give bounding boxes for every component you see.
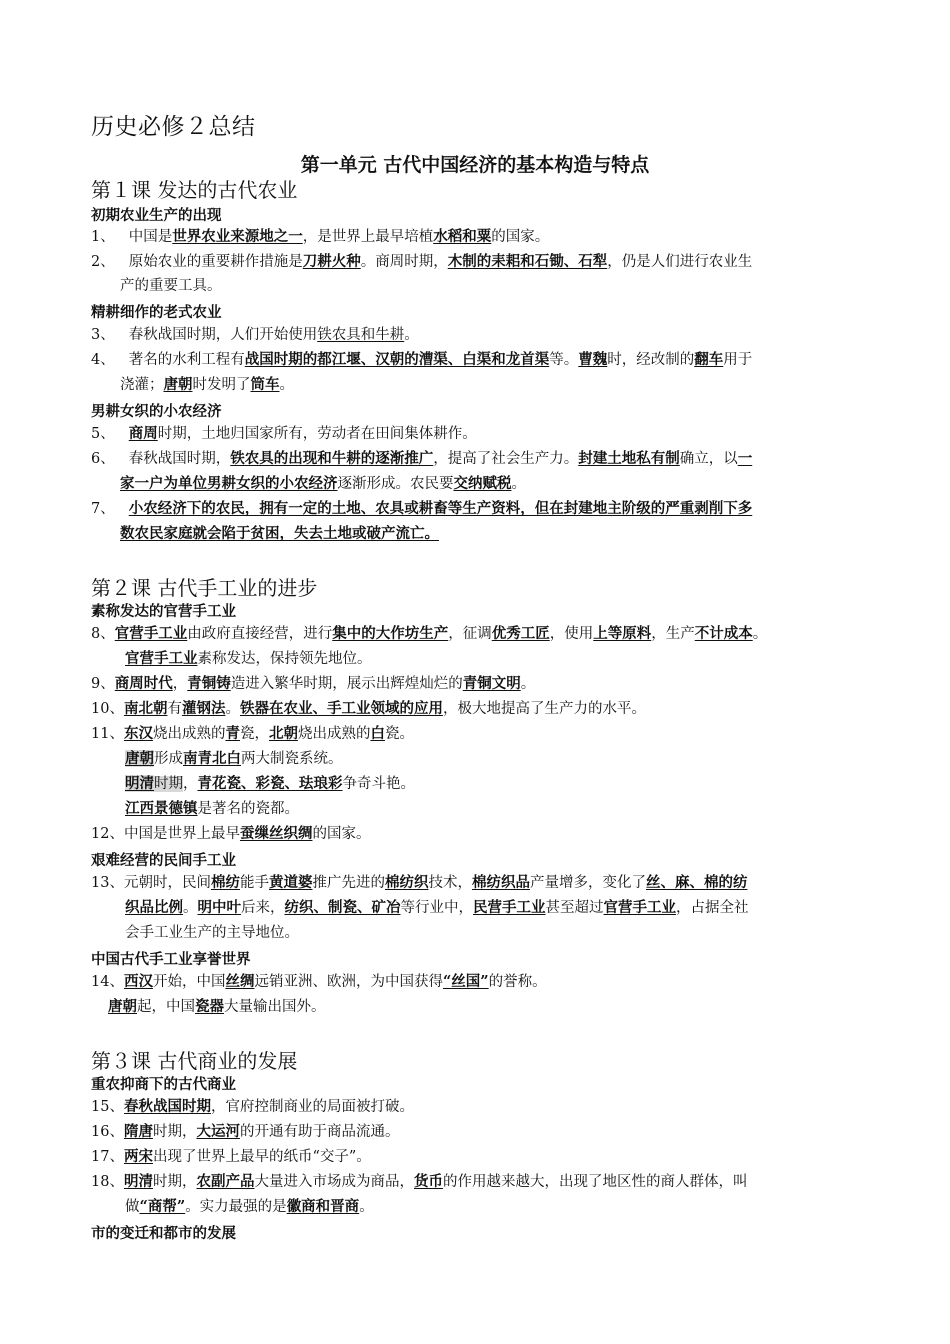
paragraph-13-cont-2: 会手工业生产的主导地位。 bbox=[125, 925, 299, 941]
paragraph-8: 8、官营手工业由政府直接经营，进行集中的大作坊生产，征调优秀工匠，使用上等原料，生产不计成本。 bbox=[91, 625, 768, 642]
section-heading: 市的变迁和都市的发展 bbox=[91, 1225, 236, 1242]
document-title: 历史必修２总结 bbox=[91, 114, 256, 140]
paragraph-16: 16、隋唐时期，大运河的开通有助于商品流通。 bbox=[91, 1123, 400, 1140]
paragraph-9: 9、商周时代，青铜铸造进入繁华时期，展示出辉煌灿烂的青铜文明。 bbox=[91, 675, 536, 692]
section-heading: 艰难经营的民间手工业 bbox=[91, 852, 236, 869]
paragraph-13: 13、元朝时，民间棉纺能手黄道婆推广先进的棉纺织技术，棉纺织品产量增多，变化了丝、麻、棉的纺 bbox=[91, 874, 748, 891]
paragraph-6-cont: 家一户为单位男耕女织的小农经济逐渐形成。农民要交纳赋税。 bbox=[120, 475, 526, 492]
paragraph-7: 7、 小农经济下的农民，拥有一定的土地、农具或耕畜等生产资料，但在封建地主阶级的严重剥削下多 bbox=[91, 500, 753, 517]
section-heading: 精耕细作的老式农业 bbox=[91, 304, 222, 321]
paragraph-5: 5、 商周时期，土地归国家所有，劳动者在田间集体耕作。 bbox=[91, 425, 477, 442]
paragraph-14-cont: 唐朝起，中国瓷器大量输出国外。 bbox=[108, 998, 326, 1015]
lesson-1-title: 第１课 发达的古代农业 bbox=[91, 178, 298, 202]
unit-title: 第一单元 古代中国经济的基本构造与特点 bbox=[300, 154, 650, 176]
section-heading: 重农抑商下的古代商业 bbox=[91, 1076, 236, 1093]
paragraph-1: 1、 中国是世界农业来源地之一，是世界上最早培植水稻和粟的国家。 bbox=[91, 228, 550, 245]
paragraph-4: 4、 著名的水利工程有战国时期的都江堰、汉朝的漕渠、白渠和龙首渠等。曹魏时，经改制的翻车用于 bbox=[91, 351, 753, 368]
paragraph-7-cont: 数农民家庭就会陷于贫困，失去土地或破产流亡。 bbox=[120, 525, 439, 542]
paragraph-17: 17、两宋出现了世界上最早的纸币“交子”。 bbox=[91, 1148, 371, 1165]
paragraph-8-cont: 官营手工业素称发达，保持领先地位。 bbox=[125, 650, 372, 667]
paragraph-11: 11、东汉烧出成熟的青瓷，北朝烧出成熟的白瓷。 bbox=[91, 725, 414, 742]
paragraph-10: 10、南北朝有灌钢法。铁器在农业、手工业领域的应用，极大地提高了生产力的水平。 bbox=[91, 700, 646, 717]
section-heading: 初期农业生产的出现 bbox=[91, 207, 222, 224]
paragraph-3: 3、 春秋战国时期，人们开始使用铁农具和牛耕。 bbox=[91, 327, 419, 343]
section-heading: 素称发达的官营手工业 bbox=[91, 603, 236, 620]
paragraph-18: 18、明清时期，农副产品大量进入市场成为商品，货币的作用越来越大，出现了地区性的商人群体，叫 bbox=[91, 1173, 748, 1190]
paragraph-11-line-3: 明清时期，青花瓷、彩瓷、珐琅彩争奇斗艳。 bbox=[125, 775, 415, 792]
section-heading: 中国古代手工业享誉世界 bbox=[91, 951, 251, 968]
section-heading: 男耕女织的小农经济 bbox=[91, 403, 222, 420]
paragraph-6: 6、 春秋战国时期，铁农具的出现和牛耕的逐渐推广，提高了社会生产力。封建土地私有制确立，以一 bbox=[91, 450, 753, 467]
paragraph-11-line-4: 江西景德镇是著名的瓷都。 bbox=[125, 800, 299, 817]
paragraph-15: 15、春秋战国时期，官府控制商业的局面被打破。 bbox=[91, 1098, 414, 1115]
paragraph-4-cont: 浇灌；唐朝时发明了筒车。 bbox=[120, 376, 294, 393]
paragraph-18-cont: 做“商帮”。实力最强的是徽商和晋商。 bbox=[125, 1198, 374, 1215]
paragraph-2-cont: 产的重要工具。 bbox=[120, 278, 222, 294]
paragraph-13-cont: 织品比例。明中叶后来，纺织、制瓷、矿冶等行业中，民营手工业甚至超过官营手工业，占据全社 bbox=[125, 899, 749, 916]
paragraph-12: 12、中国是世界上最早蚕缫丝织绸的国家。 bbox=[91, 825, 371, 842]
paragraph-11-line-2: 唐朝形成南青北白两大制瓷系统。 bbox=[125, 750, 343, 767]
paragraph-2: 2、 原始农业的重要耕作措施是刀耕火种。商周时期，木制的耒耜和石锄、石犁，仍是人们进行农业生 bbox=[91, 253, 753, 270]
lesson-3-title: 第３课 古代商业的发展 bbox=[91, 1049, 298, 1073]
lesson-2-title: 第２课 古代手工业的进步 bbox=[91, 576, 318, 600]
paragraph-14: 14、西汉开始，中国丝绸远销亚洲、欧洲，为中国获得“丝国”的誉称。 bbox=[91, 973, 547, 990]
